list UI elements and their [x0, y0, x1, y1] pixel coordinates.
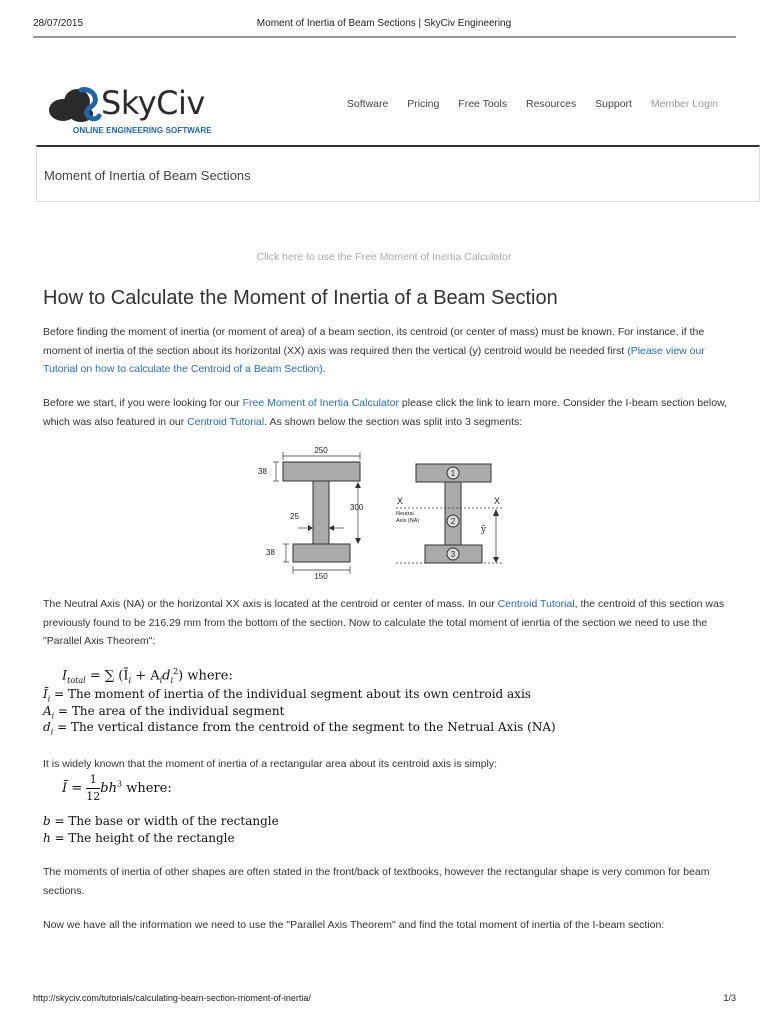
page-title: Moment of Inertia of Beam Sections [44, 168, 251, 183]
paragraph-intro: Before finding the moment of inertia (or moment of area) of a beam section, its centroid (or center of mass) must be known. For instance, if the moment of inertia of the section about its horizontal (XX) axis was required then the vertical (y) centroid would be needed first (Please view our Tutorial on how to calculate the Centroid of a Beam Section). [43, 326, 705, 375]
paragraph-other-shapes: The moments of inertia of other shapes are often stated in the front/back of textbooks, however the rectangular shape is very common for beam sections. [43, 866, 710, 897]
eq1-definition-1: $Ī_i$ = The moment of inertia of the individual segment about its own centroid axis [43, 687, 531, 704]
dim-web: 25 [290, 512, 299, 521]
dim-bottom-flange: 38 [266, 548, 275, 557]
bottom-flange [293, 544, 350, 562]
paragraph-before-start: Before we start, if you were looking for our Free Moment of Inertia Calculator please click the link to learn more. Consider the I-beam section below, which was also featured in our Centroid Tutorial. As shown below the section was split into 3 segments: [43, 397, 727, 428]
i-beam-diagram [250, 442, 520, 582]
parallel-axis-equation: $I_{total}$ = ∑ $(Ī_i + A_id_i^2)$ where: [62, 667, 233, 685]
nav-item-support[interactable]: Support [595, 98, 632, 110]
nav-item-software[interactable]: Software [346, 98, 389, 110]
print-header [0, 14, 768, 34]
member-login-link[interactable]: Member Login [650, 98, 718, 110]
free-moi-calculator-link[interactable]: Free Moment of Inertia Calculator [242, 397, 399, 409]
ybar-label: ȳ [481, 525, 487, 535]
cloud-logo-icon [45, 84, 105, 128]
segment-2 [445, 482, 461, 545]
page-title-box [36, 145, 760, 202]
brand-name: SkyCiv [101, 84, 205, 122]
page-number: 1/3 [723, 993, 736, 1003]
i-beam-segments [396, 464, 502, 563]
paragraph-rectangle: It is widely known that the moment of inertia of a rectangular area about its centroid axis is simply: [43, 758, 498, 770]
nav-item-resources[interactable]: Resources [526, 98, 577, 110]
i-beam-dimensioned [258, 446, 364, 581]
dim-bottom-width: 150 [314, 572, 328, 581]
web [313, 481, 329, 544]
eq2-definition-b: b = The base or width of the rectangle [43, 814, 279, 828]
axis-x-left: X [397, 496, 404, 506]
page-url: http://skyciv.com/tutorials/calculating-beam-section-moment-of-inertia/ [33, 993, 311, 1003]
centroid-tutorial-link-2[interactable]: Centroid Tutorial [187, 415, 265, 428]
nav-item-pricing[interactable]: Pricing [407, 98, 440, 110]
paragraph-all-info: Now we have all the information we need to use the "Parallel Axis Theorem" and find the total moment of inertia of the I-beam section: [43, 919, 665, 931]
centroid-tutorial-link-3[interactable]: Centroid Tutorial [497, 598, 575, 610]
dim-height: 300 [350, 503, 364, 512]
paragraph-neutral-axis: The Neutral Axis (NA) or the horizontal XX axis is located at the centroid or center of mass. In our Centroid Tutorial, the centroid of this section was previously found to be 216.29 mm from the bottom of the section. Now to calculate the total moment of ienrtia of the section we need to use the "Parallel Axis Theorem": [43, 598, 725, 647]
segment-1-label: 1 [450, 469, 456, 478]
eq1-definition-3: $d_i$ = The vertical distance from the centroid of the segment to the Netrual Axis (NA) [43, 720, 556, 737]
skyciv-logo[interactable] [45, 84, 225, 140]
print-date: 28/07/2015 [33, 18, 84, 29]
top-flange [283, 462, 360, 481]
calculator-link[interactable]: Click here to use the Free Moment of Inertia Calculator [256, 251, 512, 263]
dim-top-width: 250 [314, 446, 328, 455]
eq2-definition-h: h = The height of the rectangle [43, 831, 235, 845]
rectangle-moi-equation: Ī = $\frac{1}{12}$ $bh^3$ where: [62, 773, 172, 803]
eq1-definition-2: $A_i$ = The area of the individual segment [43, 704, 285, 721]
dim-top-flange: 38 [258, 467, 267, 476]
header-rule [33, 36, 736, 38]
centroid-tutorial-link[interactable]: (Please view our Tutorial on how to calculate the Centroid of a Beam Section). [43, 344, 705, 375]
segment-3-label: 3 [450, 550, 456, 559]
segment-2-label: 2 [450, 517, 456, 526]
article-heading: How to Calculate the Moment of Inertia of a Beam Section [43, 287, 558, 309]
print-title: Moment of Inertia of Beam Sections | SkyCiv Engineering [256, 18, 512, 29]
brand-tagline: ONLINE ENGINEERING SOFTWARE [73, 126, 212, 135]
main-nav [331, 98, 718, 110]
nav-item-free-tools[interactable]: Free Tools [458, 98, 508, 110]
axis-x-right: X [494, 496, 501, 506]
na-label-2: Axis (NA) [396, 518, 420, 524]
na-label-1: Neutral [396, 511, 414, 517]
